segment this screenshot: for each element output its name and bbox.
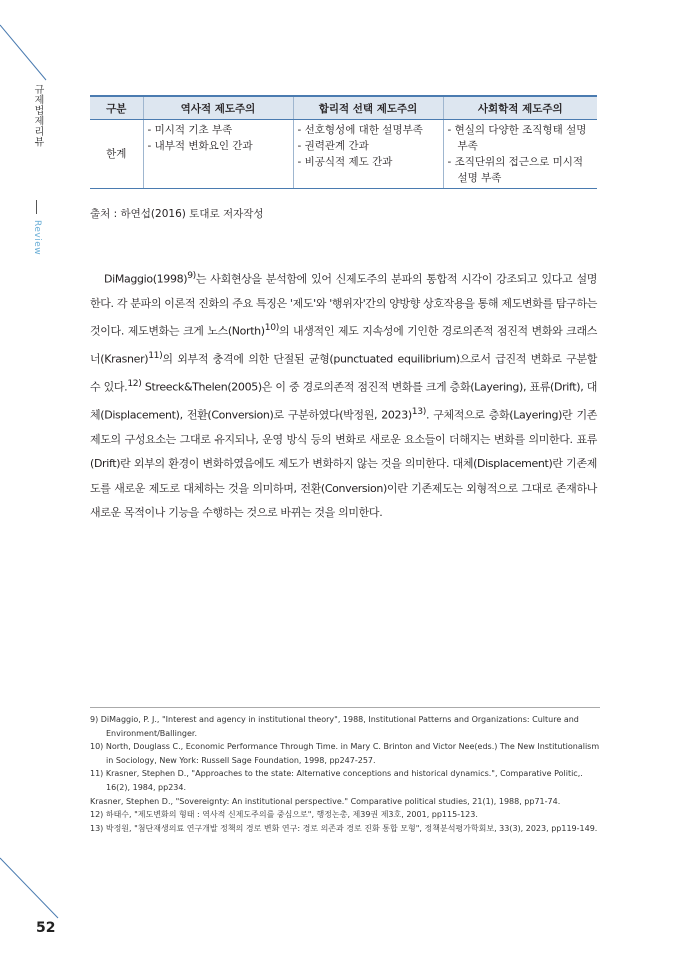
list-item: - 권력관계 간과 (297, 140, 369, 152)
footnote-ref-12[interactable]: 12) (127, 378, 142, 390)
list-item: - 미시적 기초 부족 (147, 124, 233, 136)
page-number: 52 (36, 920, 56, 936)
list-item: - 내부적 변화요인 간과 (147, 140, 253, 152)
section-label: Review (32, 220, 42, 256)
table-row (90, 120, 597, 189)
list-item: - 비공식적 제도 간과 (297, 156, 393, 168)
footnote-item: Krasner, Stephen D., "Sovereignty: An institutional perspective." Comparative political studies, 21(1), 1988, pp71-74. (90, 796, 561, 806)
list-item: - 현실의 다양한 조직형태 설명부족 (447, 124, 587, 152)
top-diagonal-line (0, 25, 46, 80)
footnotes (90, 713, 600, 835)
footnote-item: 13) 박정원, "첨단재생의료 연구개발 정책의 경로 변화 연구: 경로 의존과 경로 진화 통합 모형", 정책분석평가학회보, 33(3), 2023, pp119-149. (90, 823, 598, 833)
header-category: 구분 (90, 96, 143, 120)
sidebar-divider (36, 200, 37, 214)
footnote-item: 10) North, Douglass C., Economic Performance Through Time. in Mary C. Brinton and Victor Nee(eds.) The New Institutionalism in Sociology, New York: Russell Sage Foundation, 1998, pp247-257. (90, 742, 600, 765)
footnote-ref-9[interactable]: 9) (187, 270, 196, 281)
journal-title: 규제법제리뷰 (32, 84, 43, 147)
table-source: 출처 : 하연섭(2016) 토대로 저자작성 (90, 208, 264, 220)
footnote-ref-11[interactable]: 11) (148, 350, 163, 362)
rational-choice-limits (293, 120, 443, 189)
header-rational-choice: 합리적 선택 제도주의 (293, 96, 443, 120)
comparison-table (90, 95, 597, 189)
bottom-diagonal-line (0, 858, 58, 918)
header-historical: 역사적 제도주의 (143, 96, 293, 120)
footnote-item: 11) Krasner, Stephen D., "Approaches to the state: Alternative conceptions and historical dynamics.", Comparative Politic,. 16(2), 1984, pp234. (90, 769, 583, 792)
footnote-ref-10[interactable]: 10) (264, 322, 279, 334)
footnote-item: 12) 하태수, "제도변화의 형태 : 역사적 신제도주의를 중심으로", 행정논총, 제39권 제3호, 2001, pp115-123. (90, 810, 478, 820)
table-header-row (90, 96, 597, 120)
list-item: - 조직단위의 접근으로 미시적 설명 부족 (447, 156, 584, 184)
historical-limits (143, 120, 293, 189)
footnote-item: 9) DiMaggio, P. J., "Interest and agency in institutional theory", 1988, Institutional Patterns and Organizations: Culture and Environment/Ballinger. (90, 715, 579, 738)
body-paragraph: $DiMaggio(1998)^{9)}$는 사회현상을 분석함에 있어 신제도주의 분파의 통합적 시각이 강조되고 있다고 설명한다. 각 분파의 이론적 진화의 주요 특징은 '제도'와 '행위자'간의 양방향 상호작용을 통해 제도변화를 탐구하는 것이다. 제도변화는 크게 노스(North)$^{10)}$의 내생적인 제도 지속성에 기인한 경로의존적 점진적 변화와 크래스너(Krasner)$^{11)}$의 외부적 충격에 의한 단절된 균형(punctuated equilibrium)으로서 급진적 변화로 구분할 수 있다.$^{12)}$ Streeck&Thelen(2005)은 이 중 경로의존적 점진적 변화를 크게 층화(Layering), 표류(Drift), 대체(Displacement), 전환(Conversion)로 구분하였다(박정원, 2023)$^{13)}$. 구체적으로 층화(Layering)란 기존제도의 구성요소는 그대로 유지되나, 운영 방식 등의 변화로 새로운 요소들이 더해지는 변화를 의미한다. 표류(Drift)란 외부의 환경이 변화하였음에도 제도가 변화하지 않는 것을 의미한다. 대체(Displacement)란 기존제도를 새로운 제도로 대체하는 것을 의미하며, 전환(Conversion)이란 기존제도는 외형적으로 그대로 존재하나 새로운 목적이나 기능을 수행하는 것으로 바뀌는 것을 의미한다. (90, 270, 598, 519)
sociological-limits (443, 120, 597, 189)
list-item: - 선호형성에 대한 설명부족 (297, 124, 423, 136)
header-sociological: 사회학적 제도주의 (443, 96, 597, 120)
row-label: 한계 (90, 120, 143, 189)
footnote-divider (90, 707, 600, 708)
footnote-ref-13[interactable]: 13) (411, 406, 426, 418)
